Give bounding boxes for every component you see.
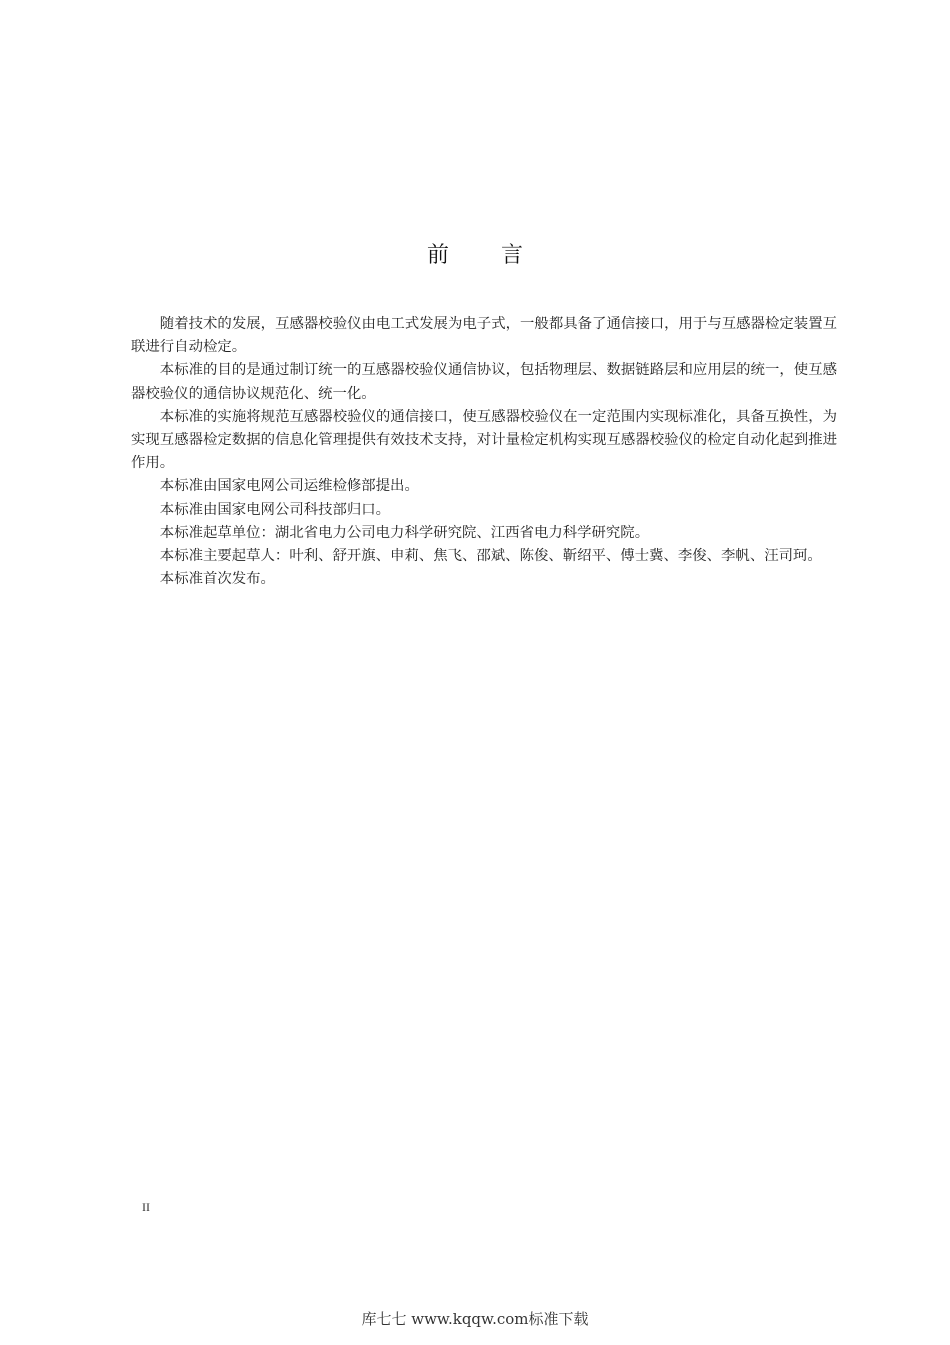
paragraph-proposed-by: 本标准由国家电网公司运维检修部提出。 bbox=[159, 478, 419, 495]
foreword-body bbox=[131, 313, 837, 591]
title-char-1: 前 bbox=[426, 243, 449, 268]
footer-watermark: 库七七 www.kqqw.com标准下载 bbox=[361, 1310, 589, 1328]
paragraph-managed-by: 本标准由国家电网公司科技部归口。 bbox=[159, 501, 391, 518]
page-title bbox=[0, 238, 950, 269]
paragraph-purpose: 本标准的目的是通过制订统一的互感器校验仪通信协议，包括物理层、数据链路层和应用层的统一，使互感器校验仪的通信协议规范化、统一化。 bbox=[131, 362, 837, 402]
page-number: II bbox=[142, 1200, 150, 1214]
title-char-2: 言 bbox=[501, 243, 524, 268]
paragraph-drafters: 本标准主要起草人：叶利、舒开旗、申莉、焦飞、邵斌、陈俊、靳绍平、傅士冀、李俊、李帆、汪司珂。 bbox=[159, 548, 822, 565]
paragraph-first-release: 本标准首次发布。 bbox=[159, 571, 275, 588]
paragraph-drafting-units: 本标准起草单位：湖北省电力公司电力科学研究院、江西省电力科学研究院。 bbox=[159, 524, 650, 541]
paragraph-implementation: 本标准的实施将规范互感器校验仪的通信接口，使互感器校验仪在一定范围内实现标准化，具备互换性，为实现互感器检定数据的信息化管理提供有效技术支持，对计量检定机构实现互感器校验仪的检定自动化起到推进作用。 bbox=[131, 408, 837, 472]
paragraph-background: 随着技术的发展，互感器校验仪由电工式发展为电子式，一般都具备了通信接口，用于与互感器检定装置互联进行自动检定。 bbox=[131, 316, 837, 356]
